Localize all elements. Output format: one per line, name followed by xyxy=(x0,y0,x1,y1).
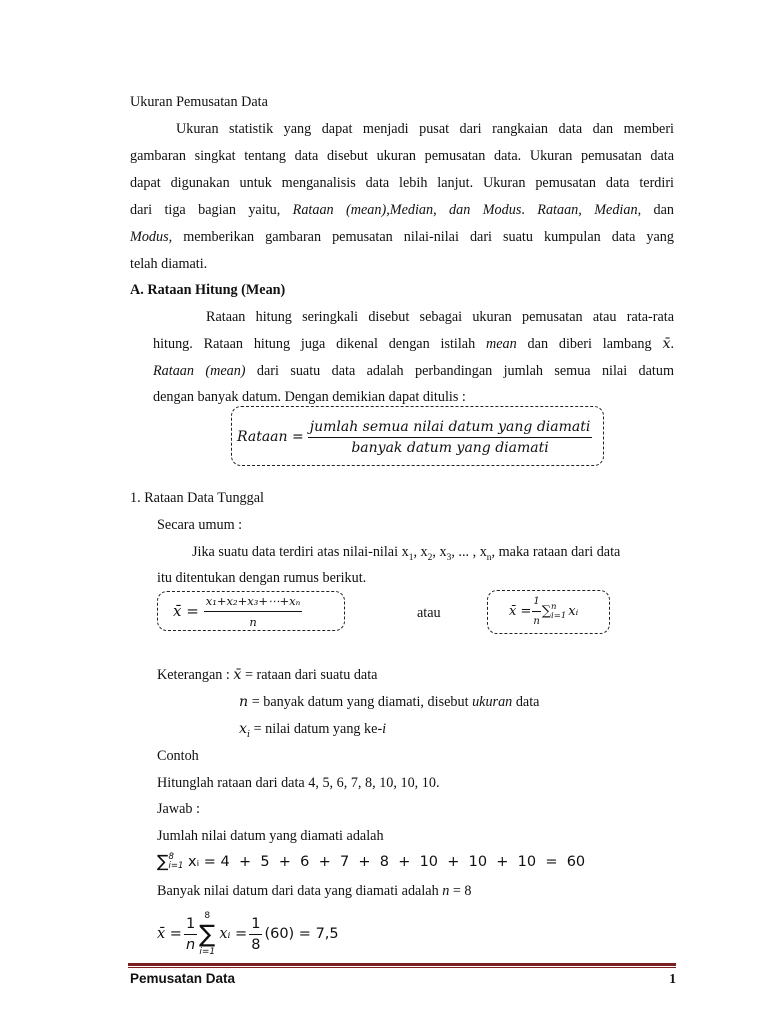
mean-formula-2-fraction xyxy=(532,593,540,631)
intro-line-4-emphasis-2: Rataan, Median xyxy=(537,202,638,218)
keterangan-1-text: = rataan dari suatu data xyxy=(241,667,378,683)
section-a-line-4: dengan banyak datum. Dengan demikian dapat ditulis : xyxy=(153,389,466,405)
banyak-n-symbol: n xyxy=(442,883,450,899)
banyak-label xyxy=(157,882,472,900)
keterangan-xi-subscript: i xyxy=(247,728,251,740)
sum-upper-limit: n xyxy=(551,602,557,612)
intro-line-2: gambaran singkat tentang data disebut ukuran pemusatan data. Ukuran pemusatan data xyxy=(130,148,674,164)
footer-rule-thin xyxy=(128,967,676,968)
section-a-line-3-emphasis: Rataan (mean) xyxy=(153,363,246,379)
section-a-line-1: Rataan hitung seringkali disebut sebagai ukuran pemusatan atau rata-rata xyxy=(206,309,674,325)
jumlah-formula-terms: xᵢ = 4 + 5 + 6 + 7 + 8 + 10 + 10 + 10 = 60 xyxy=(183,854,586,870)
soal-text: Hitunglah rataan dari data 4, 5, 6, 7, 8, 10, 10, 10. xyxy=(157,775,440,791)
banyak-label-text: Banyak nilai datum dari data yang diamati adalah xyxy=(157,883,443,899)
jumlah-limits xyxy=(168,853,183,871)
rataan-formula-lhs: Rataan = xyxy=(237,429,304,445)
subsection-1-line-1-text: Jika suatu data terdiri atas nilai-nilai x xyxy=(192,544,409,560)
sum-symbol-jumlah: ∑ xyxy=(157,852,169,872)
mean-formula-2-term: xᵢ xyxy=(568,604,579,619)
keterangan-xi-symbol: x xyxy=(239,721,248,737)
result-fraction-2 xyxy=(249,915,262,954)
result-fraction-1 xyxy=(184,915,197,954)
subsection-1-line-1: Jika suatu data terdiri atas nilai-nilai $x_1$, $x_2$, $x_3$, ... , $x_n$, maka rataan dari data xyxy=(192,544,621,563)
keterangan-2-text: = banyak datum yang diamati, disebut xyxy=(248,694,473,710)
mean-formula-2-limits xyxy=(551,603,566,621)
intro-line-5-text: memberikan gambaran pemusatan nilai-nilai dari suatu kumpulan data yang xyxy=(172,229,674,245)
intro-line-5-emphasis: Modus, xyxy=(130,229,173,245)
section-a-line-3-text: dari suatu data adalah perbandingan jumlah semua nilai datum xyxy=(245,363,674,379)
section-a-line-2 xyxy=(153,335,674,353)
keterangan-2 xyxy=(239,693,539,711)
jumlah-formula xyxy=(157,850,585,874)
result-fraction-1-numerator: 1 xyxy=(184,915,197,935)
sum-symbol: ∑ xyxy=(541,604,552,619)
mean-formula-1-lhs: x̄ = xyxy=(173,602,199,620)
rataan-formula xyxy=(237,413,592,461)
mean-formula-2 xyxy=(509,592,578,632)
mean-formula-2-numerator: 1 xyxy=(532,593,540,612)
keterangan-3-emphasis: i xyxy=(382,721,387,737)
result-fraction-2-denominator: 8 xyxy=(251,936,261,953)
mean-formula-2-denominator: n xyxy=(533,616,540,627)
mean-formula-1-numerator: x₁+x₂+x₃+⋯+xₙ xyxy=(204,592,302,612)
secara-umum-label: Secara umum : xyxy=(157,517,243,533)
intro-line-4-sep: . xyxy=(521,202,538,218)
keterangan-xbar-symbol: x̄ xyxy=(233,667,242,683)
section-a-heading: A. Rataan Hitung (Mean) xyxy=(130,282,286,298)
contoh-label: Contoh xyxy=(157,748,199,764)
intro-line-1: Ukuran statistik yang dapat menjadi pusat dari rangkaian data dan memberi xyxy=(176,121,674,137)
mean-formula-2-lhs: x̄ = xyxy=(509,604,532,619)
intro-line-3: dapat digunakan untuk menganalisis data lebih lanjut. Ukuran pemusatan data terdiri xyxy=(130,175,674,191)
keterangan-n-symbol: n xyxy=(239,694,249,710)
intro-line-4-emphasis: Rataan (mean),Median, dan Modus xyxy=(292,202,522,218)
rataan-fraction xyxy=(308,418,593,457)
subsection-1-heading: 1. Rataan Data Tunggal xyxy=(130,490,264,506)
subsection-1-line-1-end: , maka rataan dari data xyxy=(491,544,621,560)
footer-title: Pemusatan Data xyxy=(130,971,236,986)
keterangan-3 xyxy=(239,720,386,744)
intro-line-5 xyxy=(130,228,674,246)
document-title: Ukuran Pemusatan Data xyxy=(130,94,268,110)
rataan-numerator: jumlah semua nilai datum yang diamati xyxy=(308,418,593,438)
keterangan-2-emphasis: ukuran xyxy=(472,694,513,710)
sum-lower-limit: i=1 xyxy=(551,611,567,621)
result-formula xyxy=(157,904,339,964)
mean-formula-1-fraction xyxy=(204,592,302,631)
jumlah-lower-limit: i=1 xyxy=(168,861,184,871)
section-a-line-2-text-b: dan diberi lambang xyxy=(516,336,663,352)
result-sum xyxy=(199,910,215,958)
page-number: 1 xyxy=(669,971,676,986)
intro-line-6: telah diamati. xyxy=(130,256,208,272)
subsection-1-line-2: itu ditentukan dengan rumus berikut. xyxy=(157,570,367,586)
result-sum-lower-limit: i=1 xyxy=(199,947,216,957)
atau-label: atau xyxy=(417,605,441,621)
intro-line-4-end: , dan xyxy=(637,202,674,218)
section-a-line-2-text: hitung. Rataan hitung juga dikenal dengan istilah xyxy=(153,336,486,352)
keterangan-label: Keterangan : xyxy=(157,667,234,683)
section-a-line-2-end: . xyxy=(670,336,674,352)
keterangan-2-end: data xyxy=(512,694,540,710)
section-a-mean-term: mean xyxy=(486,336,517,352)
intro-line-4 xyxy=(130,201,674,219)
result-sum-symbol: ∑ xyxy=(199,920,216,948)
banyak-label-value: = 8 xyxy=(449,883,472,899)
mean-formula-1 xyxy=(173,592,302,630)
footer-rule-thick xyxy=(128,963,676,966)
jawab-label: Jawab : xyxy=(157,801,200,817)
result-value: (60) = 7,5 xyxy=(264,926,339,942)
keterangan-3-text: = nilai datum yang ke- xyxy=(250,721,383,737)
result-lhs: x̄ = xyxy=(157,926,182,942)
section-a-line-3 xyxy=(153,362,674,380)
intro-line-4-text: dari tiga bagian yaitu, xyxy=(130,202,293,218)
jumlah-label: Jumlah nilai datum yang diamati adalah xyxy=(157,828,384,844)
result-xi-term: xᵢ = xyxy=(219,926,248,942)
result-fraction-1-denominator: n xyxy=(185,936,196,953)
jumlah-upper-limit: 8 xyxy=(168,852,174,862)
result-sum-upper-limit: 8 xyxy=(204,911,211,921)
xbar-symbol: x̄ xyxy=(662,336,671,352)
keterangan-1 xyxy=(157,666,377,684)
result-fraction-2-numerator: 1 xyxy=(249,915,262,935)
mean-formula-1-denominator: n xyxy=(249,614,257,629)
rataan-denominator: banyak datum yang diamati xyxy=(351,439,549,456)
